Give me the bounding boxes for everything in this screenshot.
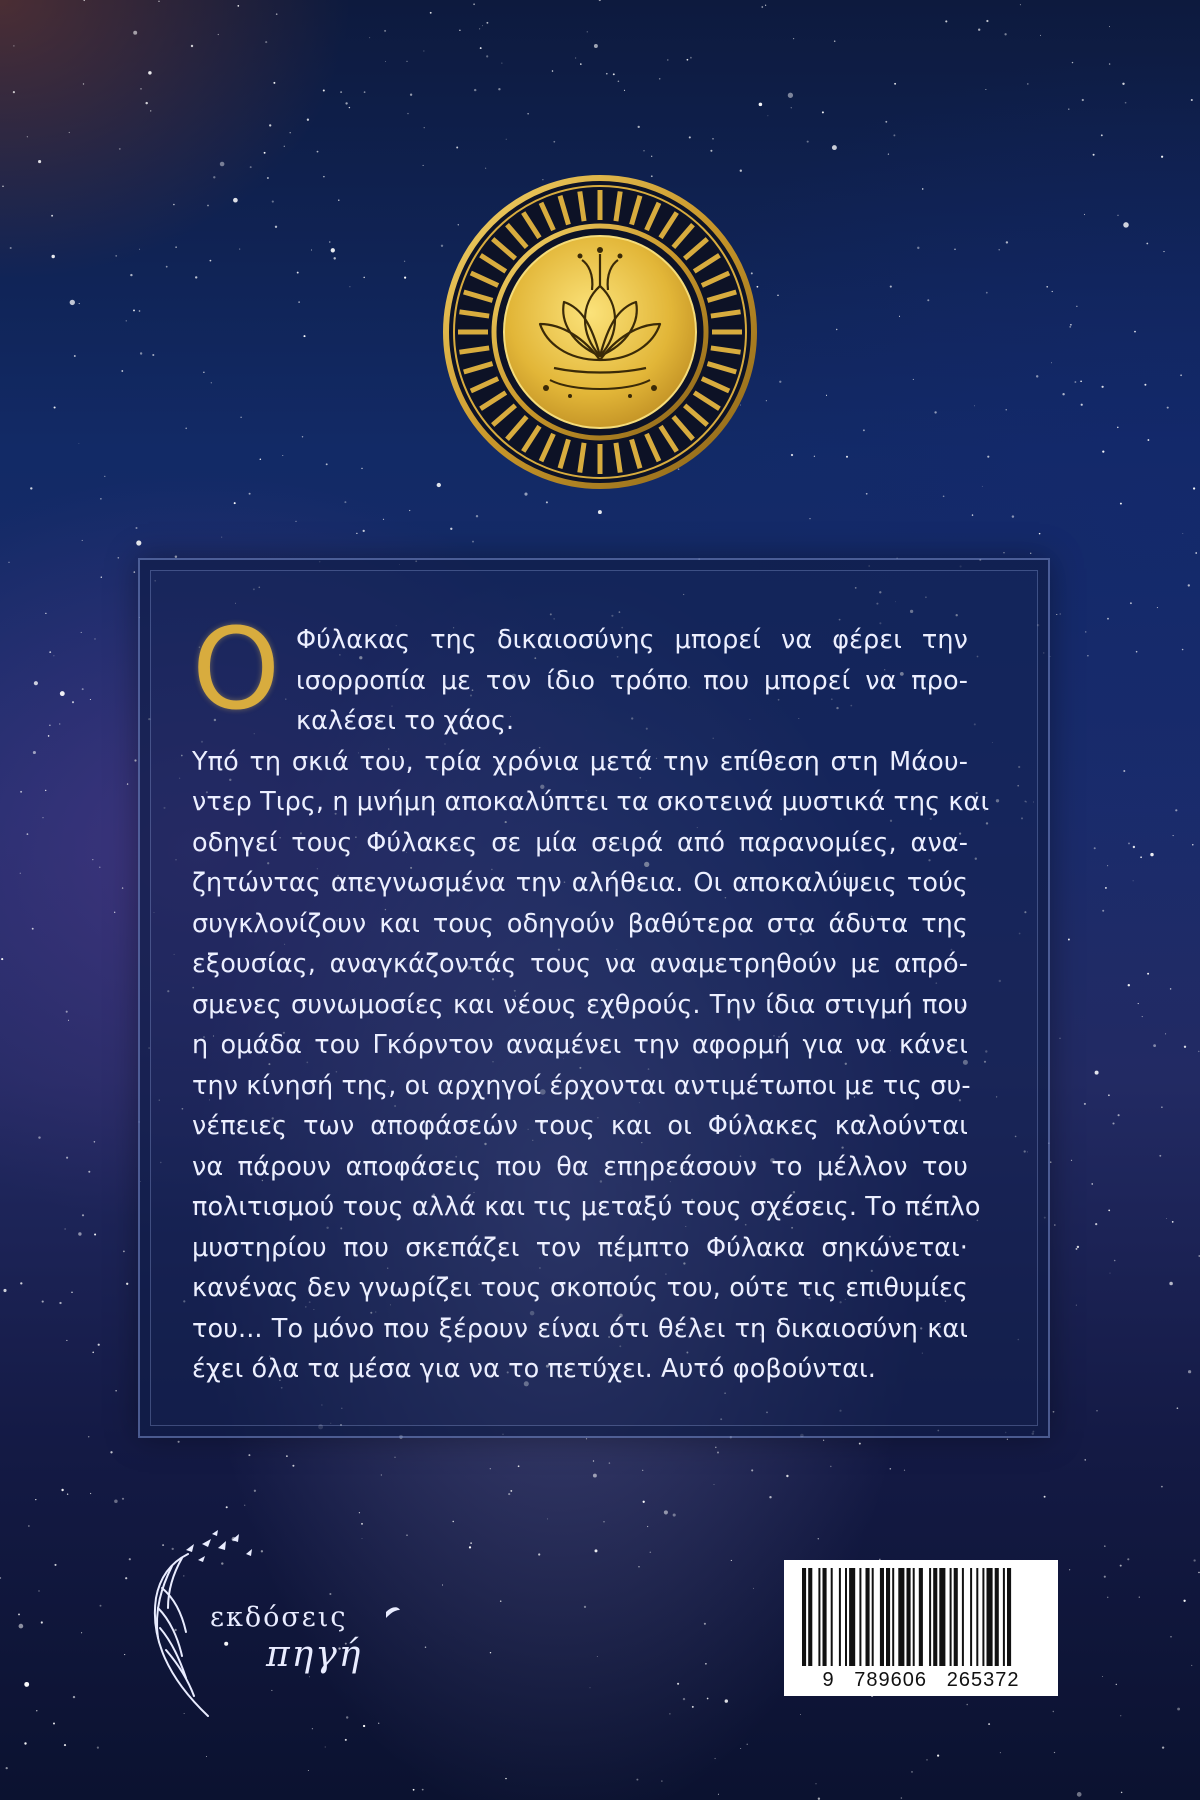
blurb-line: ισορροπία με τον ίδιο τρόπο που μπορεί να προ-	[296, 665, 968, 696]
blurb-line: σμενες συνωμοσίες και νέους εχθρούς. Την ίδια στιγμή που	[192, 989, 968, 1020]
blurb-panel	[138, 558, 1050, 1438]
blurb-line: πολιτισμού τους αλλά και τις μεταξύ τους σχέσεις. Το πέπλο	[192, 1192, 981, 1222]
blurb-line: κανένας δεν γνωρίζει τους σκοπούς του, ούτε τις επιθυμίες	[192, 1273, 968, 1303]
publisher-logo	[128, 1528, 418, 1718]
blurb-line: να πάρουν αποφάσεις που θα επηρεάσουν το μέλλον του	[192, 1151, 968, 1182]
drop-cap: Ο	[192, 605, 281, 735]
isbn-number: 9 789606 265372	[822, 1669, 1020, 1691]
blurb-line: έχει όλα τα μέσα για να το πετύχει. Αυτό φοβούνται.	[192, 1354, 876, 1384]
blurb-text	[192, 620, 990, 1390]
blurb-line: ντερ Τιρς, η μνήμη αποκαλύπτει τα σκοτεινά μυστικά της και	[192, 787, 990, 817]
blurb-line: η ομάδα του Γκόρντον αναμένει την αφορμή για να κάνει	[192, 1030, 968, 1060]
publisher-name-line2: πηγή	[266, 1634, 363, 1675]
blurb-line: Φύλακας της δικαιοσύνης μπορεί να φέρει την	[296, 625, 968, 655]
blurb-line: καλέσει το χάος.	[296, 706, 515, 736]
isbn-barcode	[784, 1560, 1058, 1696]
blurb-line: εξουσίας, αναγκάζοντάς τους να αναμετρηθούν με απρό-	[192, 949, 968, 979]
lotus-medallion-icon	[442, 174, 758, 490]
blurb-line: ζητώντας απεγνωσμένα την αλήθεια. Οι αποκαλύψεις τούς	[192, 868, 968, 898]
blurb-line: συγκλονίζουν και τους οδηγούν βαθύτερα στα άδυτα της	[192, 908, 968, 939]
blurb-line: μυστηρίου που σκεπάζει τον πέμπτο Φύλακα σηκώνεται·	[192, 1232, 968, 1263]
blurb-line: οδηγεί τους Φύλακες σε μία σειρά από παρανομίες, ανα-	[192, 827, 968, 858]
blurb-line: Υπό τη σκιά του, τρία χρόνια μετά την επίθεση στη Μάου-	[192, 746, 968, 777]
publisher-name-line1: εκδόσεις	[210, 1602, 348, 1633]
blurb-line: νέπειες των αποφάσεών τους και οι Φύλακες καλούνται	[192, 1111, 968, 1141]
blurb-line: του... Το μόνο που ξέρουν είναι ότι θέλει τη δικαιοσύνη και	[192, 1313, 968, 1344]
blurb-line: την κίνησή της, οι αρχηγοί έρχονται αντιμέτωποι με τις συ-	[192, 1070, 971, 1101]
